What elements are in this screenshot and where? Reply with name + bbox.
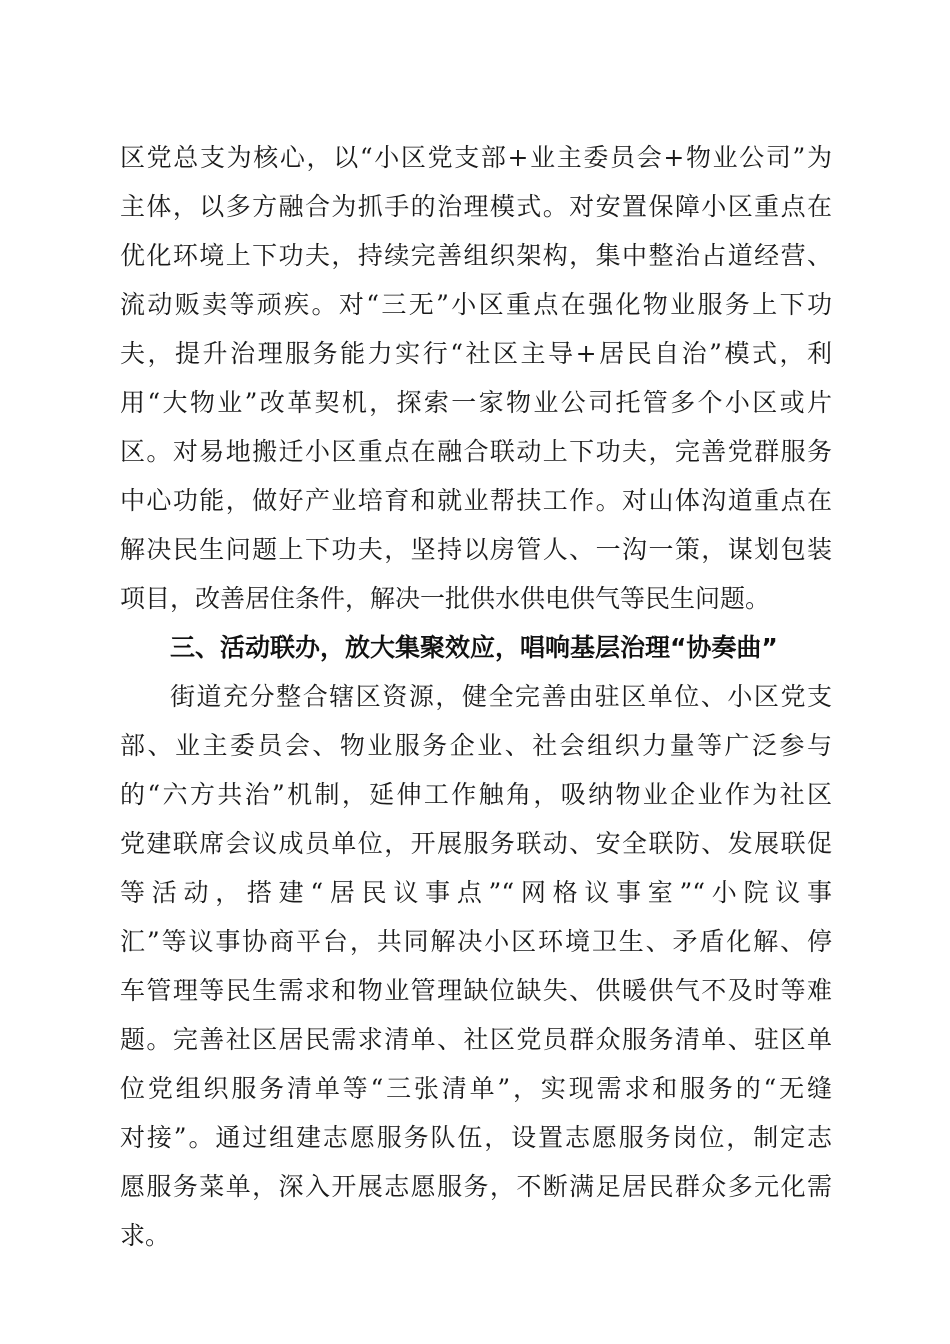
paragraph-line: 街道充分整合辖区资源，健全完善由驻区单位、小区党支 xyxy=(170,682,832,711)
paragraph-line: 中心功能，做好产业培育和就业帮扶工作。对山体沟道重点在 xyxy=(120,486,832,515)
paragraph-line: 部、业主委员会、物业服务企业、社会组织力量等广泛参与 xyxy=(120,731,832,760)
paragraph-line: 求。 xyxy=(120,1221,171,1250)
paragraph-line: 主体，以多方融合为抓手的治理模式。对安置保障小区重点在 xyxy=(120,192,832,221)
paragraph-line: 等活动，搭建“居民议事点”“网格议事室”“小院议事 xyxy=(120,878,832,907)
paragraph-line: 解决民生问题上下功夫，坚持以房管人、一沟一策，谋划包装 xyxy=(120,535,832,564)
paragraph-line: 夫，提升治理服务能力实行“社区主导+居民自治”模式，利 xyxy=(120,339,832,368)
paragraph-line: 汇”等议事协商平台，共同解决小区环境卫生、矛盾化解、停 xyxy=(120,927,832,956)
paragraph-line: 题。完善社区居民需求清单、社区党员群众服务清单、驻区单 xyxy=(120,1025,832,1054)
paragraph-line: 对接”。通过组建志愿服务队伍，设置志愿服务岗位，制定志 xyxy=(120,1123,832,1152)
paragraph-line: 车管理等民生需求和物业管理缺位缺失、供暖供气不及时等难 xyxy=(120,976,832,1005)
paragraph-line: 的“六方共治”机制，延伸工作触角，吸纳物业企业作为社区 xyxy=(120,780,832,809)
paragraph-line: 位党组织服务清单等“三张清单”，实现需求和服务的“无缝 xyxy=(120,1074,832,1103)
paragraph-line: 区。对易地搬迁小区重点在融合联动上下功夫，完善党群服务 xyxy=(120,437,832,466)
paragraph-line: 用“大物业”改革契机，探索一家物业公司托管多个小区或片 xyxy=(120,388,832,417)
paragraph-line: 优化环境上下功夫，持续完善组织架构，集中整治占道经营、 xyxy=(120,241,832,270)
paragraph-line: 区党总支为核心，以“小区党支部+业主委员会+物业公司”为 xyxy=(120,143,832,172)
section-heading: 三、活动联办，放大集聚效应，唱响基层治理“协奏曲” xyxy=(170,633,778,662)
paragraph-line: 党建联席会议成员单位，开展服务联动、安全联防、发展联促 xyxy=(120,829,832,858)
paragraph-line: 项目，改善居住条件，解决一批供水供电供气等民生问题。 xyxy=(120,584,771,613)
paragraph-line: 愿服务菜单，深入开展志愿服务，不断满足居民群众多元化需 xyxy=(120,1172,832,1201)
paragraph-line: 流动贩卖等顽疾。对“三无”小区重点在强化物业服务上下功 xyxy=(120,290,832,319)
